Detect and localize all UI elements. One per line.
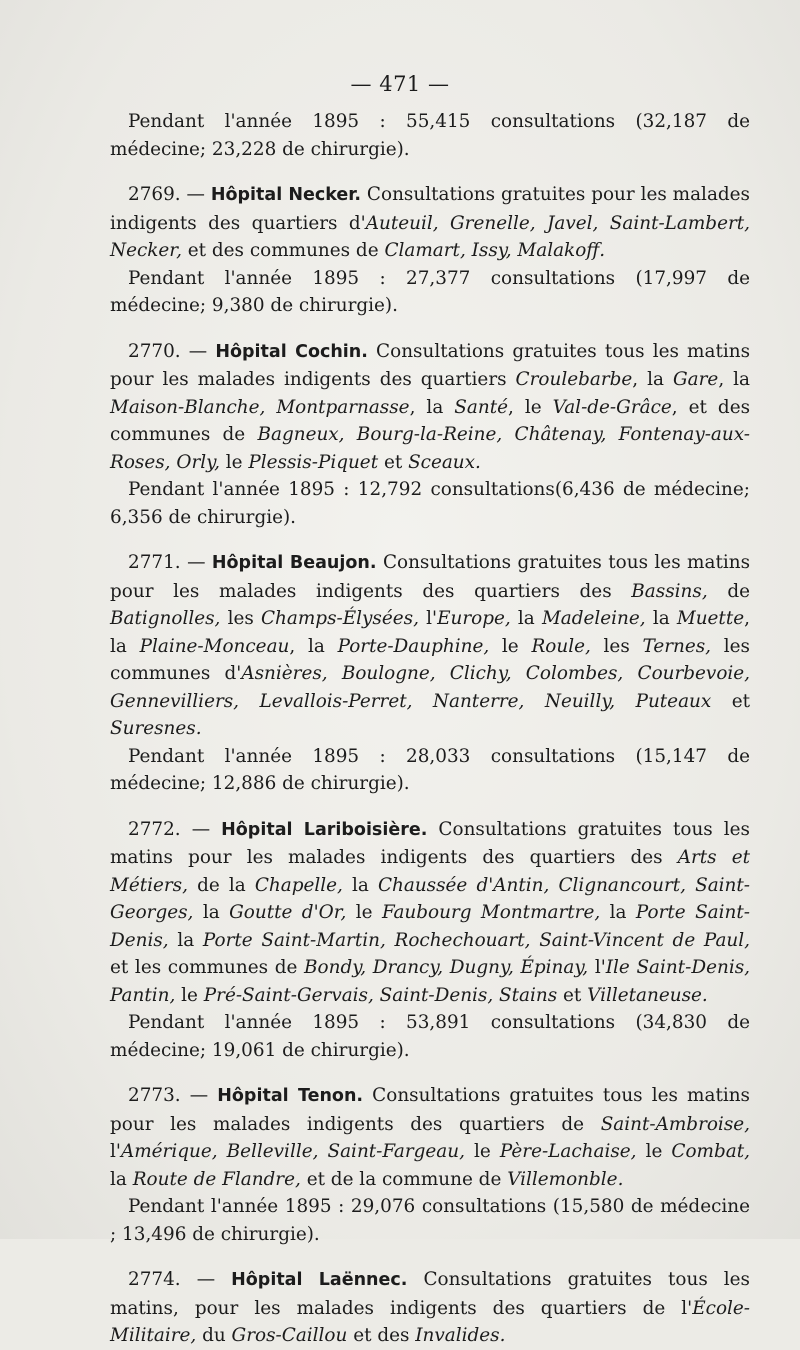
hospital-name: Hôpital Cochin. [215,341,368,362]
entry-number: 2769. [128,184,181,205]
entry-description: 2773. — Hôpital Tenon. Consultations gratuites tous les matins pour les malades indigents des quartiers de Saint-Ambroise, l'Amérique, Belleville, Saint-Fargeau, le Père-Lachaise, le Combat, la Route de Flandre, et de la commune de Villemonble. [110,1085,750,1190]
entry-2772 [110,816,750,1065]
entry-statistics: Pendant l'année 1895 : 29,076 consultations (15,580 de médecine ; 13,496 de chirurgie). [110,1196,750,1245]
entry-number: 2774. [128,1269,181,1290]
hospital-name: Hôpital Necker. [210,185,362,205]
place-names: Clamart, Issy, Malakoff. [384,240,606,261]
entry-number: 2770. [128,340,181,362]
entry-number: 2773. [128,1085,181,1106]
entry-description: 2772. — Hôpital Lariboisière. Consultations gratuites tous les matins pour les malades indigents des quartiers des Arts et Métiers, de la Chapelle, la Chaussée d'Antin, Clignancourt, Saint-Georges, la Goutte d'Or, le Faubourg Montmartre, la Porte Saint-Denis, la Porte Saint-Martin, Rochechouart, Saint-Vincent de Paul, et les communes de Bondy, Drancy, Dugny, Épinay, l'Ile Saint-Denis, Pantin, le Pré-Saint-Gervais, Saint-Denis, Stains et Villetaneuse. [110,818,750,1006]
entry-2769 [110,181,750,320]
intro-statistics: Pendant l'année 1895 : 55,415 consultations (32,187 de médecine; 23,228 de chirurgie). [110,111,750,160]
entry-number: 2772. [128,818,181,840]
entry-description: 2771. — Hôpital Beaujon. Consultations gratuites tous les matins pour les malades indigents des quartiers des Bassins, de Batignolles, les Champs-Élysées, l'Europe, la Madeleine, la Muette, la Plaine-Monceau, la Porte-Dauphine, le Roule, les Ternes, les communes d'Asnières, Boulogne, Clichy, Colombes, Courbevoie, Gennevilliers, Levallois-Perret, Nanterre, Neuilly, Puteaux et Suresnes. [110,552,751,739]
hospital-name: Hôpital Laënnec. [231,1270,408,1290]
place-names: Auteuil, Grenelle, Javel, Saint-Lambert, Necker, [110,212,750,261]
entry-2774 [110,1266,750,1350]
page-content [110,108,750,1350]
entry-statistics: Pendant l'année 1895 : 27,377 consultations (17,997 de médecine; 9,380 de chirurgie). [110,267,750,316]
entry-number: 2771. [128,552,181,573]
entry-statistics: Pendant l'année 1895 : 53,891 consultations (34,830 de médecine; 19,061 de chirurgie). [110,1012,750,1061]
entry-description: 2769. — Hôpital Necker. Consultations gratuites pour les malades indigents des quartiers d'Auteuil, Grenelle, Javel, Saint-Lambert, Necker, et des communes de Clamart, Issy, Malakoff. [110,184,750,261]
hospital-name: Hôpital Lariboisière. [221,819,428,840]
entry-description: 2770. — Hôpital Cochin. Consultations gratuites tous les matins pour les malades indigents des quartiers Croulebarbe, la Gare, la Maison-Blanche, Montparnasse, la Santé, le Val-de-Grâce, et des communes de Bagneux, Bourg-la-Reine, Châtenay, Fontenay-aux-Roses, Orly, le Plessis-Piquet et Sceaux. [110,340,751,473]
entry-2770 [110,338,750,532]
entry-statistics: Pendant l'année 1895 : 28,033 consultations (15,147 de médecine; 12,886 de chirurgie). [110,745,750,794]
entry-2773 [110,1082,750,1248]
page-number: — 471 — [350,72,450,96]
entry-statistics: Pendant l'année 1895 : 12,792 consultations(6,436 de médecine; 6,356 de chirurgie). [110,479,750,528]
entry-description: 2774. — Hôpital Laënnec. Consultations gratuites tous les matins, pour les malades indigents des quartiers de l'École-Militaire, du Gros-Caillou et des Invalides. [110,1269,750,1346]
hospital-name: Hôpital Beaujon. [211,553,377,573]
entry-2771 [110,549,750,798]
hospital-name: Hôpital Tenon. [217,1086,364,1106]
